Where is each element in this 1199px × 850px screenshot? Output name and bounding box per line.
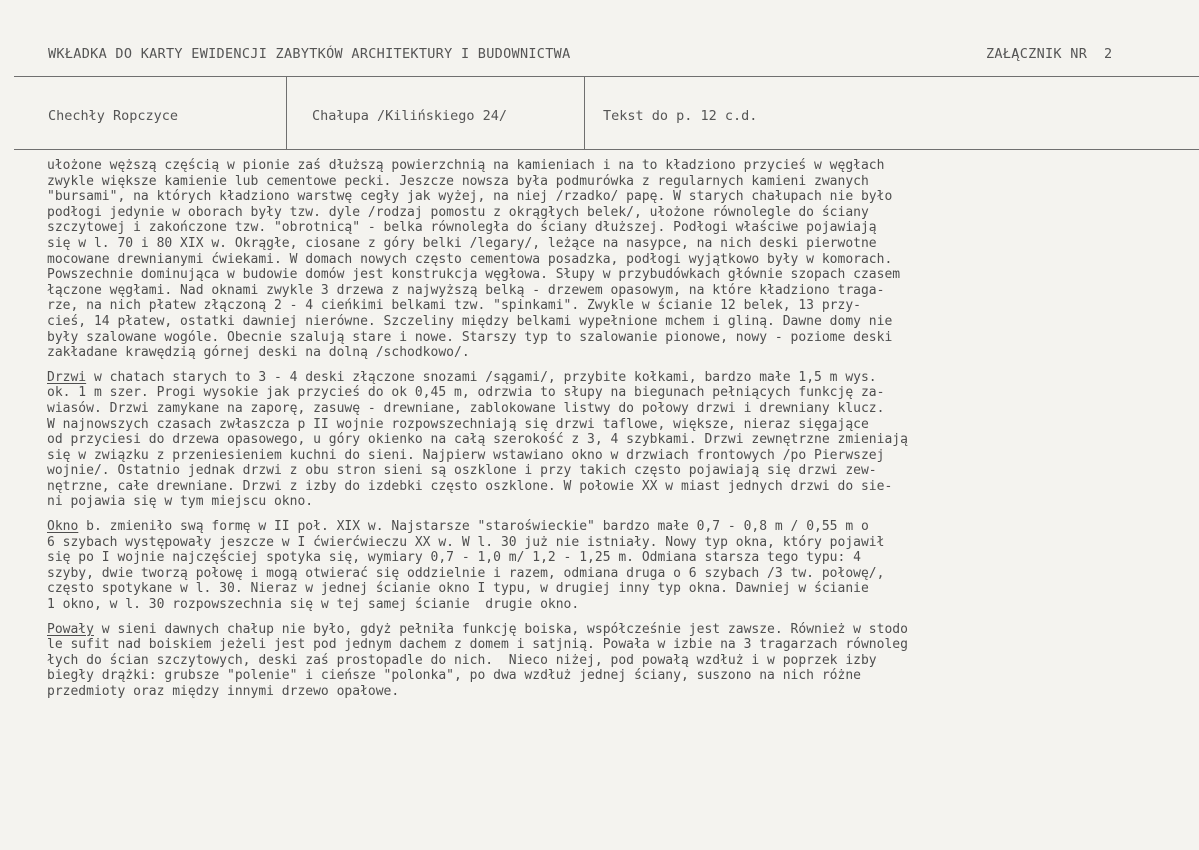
description-text	[47, 158, 1197, 700]
paragraph-lead: Okno	[47, 519, 79, 535]
attachment-number: ZAŁĄCZNIK NR 2	[986, 46, 1113, 62]
object-cell: Chałupa /Kilińskiego 24/	[312, 108, 508, 124]
paragraph-text: ułożone węższą częścią w pionie zaś dłuższą powierzchnią na kamieniach i na to kładziono przycieś w węgłach zwykle większe kamienie lub cementowe pecki. Jeszcze nowsza była podmurówka z regularnych kamieni zwanych "bursami", na których kładziono warstwę cegły jak wyżej, na niej /rzadko/ papę. W starych chałupach nie było podłogi jedynie w oborach były tzw. dyle /rodzaj pomostu z okrągłych belek/, ułożone równolegle do ściany szczytowej i zakończone tzw. "obrotnicą" - belka równoległa do ściany dłuższej. Podłogi właściwe pojawiają się w l. 70 i 80 XIX w. Okrągłe, ciosane z góry belki /legary/, leżące na nasypce, na nich deski pierwotne mocowane drewnianymi ćwiekami. W domach nowych często cementowa posadzka, podłogi wyjątkowo były w komorach. Powszechnie dominująca w budowie domów jest konstrukcja węgłowa. Słupy w przybudówkach głównie szopach czasem łączone węgłami. Nad oknami zwykle 3 drzewa z najwyższą belką - drzewem opasowym, na które kładziono traga- rze, na nich płatew złączoną 2 - 4 cieńkimi belkami tzw. "spinkami". Zwykle w ścianie 12 belek, 13 przy- cieś, 14 płatew, ostatki dawniej nierówne. Szczeliny między belkami wypełnione mchem i gliną. Dawne domy nie były szalowane wogóle. Obecnie szalują stare i nowe. Starszy typ to szalowanie pionowe, nowy - poziome deski zakładane krawędzią górnej deski na dolną /schodkowo/.	[47, 158, 901, 361]
divider-top	[14, 76, 1199, 77]
paragraph-lead: Drzwi	[47, 369, 87, 385]
paragraph-windows	[47, 519, 1197, 613]
paragraph-doors	[47, 370, 1197, 510]
paragraph-foundations-floors	[47, 158, 1197, 361]
text-reference-cell: Tekst do p. 12 c.d.	[603, 108, 758, 124]
divider-col-2	[584, 76, 585, 149]
paragraph-ceilings	[47, 622, 1197, 700]
form-title: WKŁADKA DO KARTY EWIDENCJI ZABYTKÓW ARCHITEKTURY I BUDOWNICTWA	[48, 46, 571, 62]
paragraph-text: w chatach starych to 3 - 4 deski złączone snozami /sągami/, przybite kołkami, bardzo małe 1,5 m wys. ok. 1 m szer. Progi wysokie jak przycieś do ok 0,45 m, odrzwia to słupy na biegunach pełniących funkcję za- wiasów. Drzwi zamykane na zaporę, zasuwę - drewniane, zablokowane listwy do połowy drzwi i drewniany klucz. W najnowszych czasach zwłaszcza p II wojnie rozpowszechniają się drzwi taflowe, większe, nieraz sięgające od przyciesi do drzewa opasowego, u góry okienko na całą szerokość z 3, 4 szybkami. Drzwi zewnętrzne zmieniają się w związku z przeniesieniem kuchni do sieni. Najpierw wstawiano okno w drzwiach frontowych /po Pierwszej wojnie/. Ostatnio jednak drzwi z obu stron sieni są oszklone i przy takich często pojawiają się drzwi zew- nętrzne, całe drewniane. Drzwi z izby do izdebki często oszklone. W połowie XX w miast jednych drzwi do sie- ni pojawia się w tym miejscu okno.	[47, 369, 908, 510]
divider-bottom	[14, 149, 1199, 150]
paragraph-text: w sieni dawnych chałup nie było, gdyż pełniła funkcję boiska, współcześnie jest zawsze. Również w stodo le sufit nad boiskiem jeżeli jest pod jednym dachem z domem i satjnią. Powała w izbie na 3 tragarzach równoleg łych do ścian szczytowych, deski zaś prostopadle do nich. Nieco niżej, pod powałą wzdłuż i w poprzek izby biegły drążki: grubsze "polenie" i cieńsze "polonka", po dwa wzdłuż jednej ściany, suszono na nich różne przedmioty oraz między innymi drzewo opałowe.	[47, 621, 908, 699]
paragraph-lead: Powały	[47, 621, 94, 637]
divider-col-1	[286, 76, 287, 149]
paragraph-text: b. zmieniło swą formę w II poł. XIX w. Najstarsze "staroświeckie" bardzo małe 0,7 - 0,8 m / 0,55 m o 6 szybach występowały jeszcze w I ćwierćwieczu XX w. W l. 30 już nie istniały. Nowy typ okna, który pojawił się po I wojnie najczęściej spotyka się, wymiary 0,7 - 1,0 m/ 1,2 - 1,25 m. Odmiana starsza tego typu: 4 szyby, dwie tworzą połowę i mogą otwierać się oddzielnie i razem, odmiana druga o 6 szybach /3 tw. połowę/, często spotykane w l. 30. Nieraz w jednej ścianie okno I typu, w drugiej inny typ okna. Dawniej w ścianie 1 okno, w l. 30 rozpowszechnia się w tej samej ścianie drugie okno.	[47, 519, 885, 613]
location-cell: Chechły Ropczyce	[48, 108, 179, 124]
